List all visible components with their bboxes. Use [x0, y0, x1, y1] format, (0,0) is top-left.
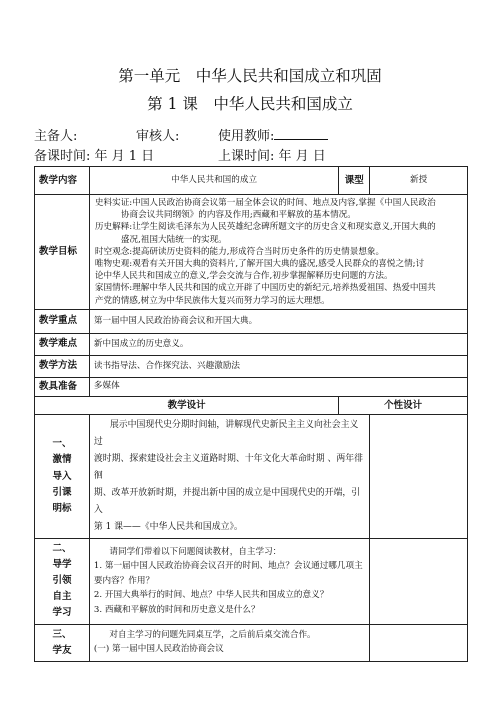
- unit-title: 第一单元 中华人民共和国成立和巩固: [118, 67, 382, 85]
- section1-label-text: 一、 激情 导入 引课 明标: [52, 438, 72, 514]
- tools-label: 教具准备: [35, 377, 90, 396]
- lesson-plan-table: [34, 166, 468, 662]
- goal-line: 盛况,祖国大陆统一的实现。: [120, 234, 227, 245]
- teacher-field: [218, 125, 328, 144]
- type-value: 新授: [370, 167, 468, 195]
- teacher-label: 使用教师:: [218, 129, 275, 144]
- lesson-title: 第 1 课 中华人民共和国成立: [147, 95, 353, 113]
- difficulty-value: 新中国成立的历史意义。: [89, 333, 467, 355]
- personal-design-3: [370, 624, 468, 661]
- goal-line: 论中华人民共和国成立的意义,学会交流与合作,初步掌握解释历史问题的方法。: [94, 271, 393, 282]
- goal-line: 唯物史观:观看有关开国大典的资料片,了解开国大典的盛况,感受人民群众的喜悦之情;讨: [94, 259, 425, 270]
- goals-label: 教学目标: [35, 195, 90, 310]
- goal-line: 家国情怀:理解中华人民共和国的成立开辟了中国历史的新纪元,培养热爱祖国、热爱中国共: [94, 283, 436, 294]
- section1-label: [35, 415, 90, 538]
- row-content: [35, 167, 468, 195]
- row-key: [35, 309, 468, 333]
- goal-line: 产党的情感,树立为中华民族伟大复兴而努力学习的远大理想。: [94, 295, 330, 306]
- difficulty-label: 教学难点: [35, 333, 90, 355]
- row-section-2: [35, 538, 468, 624]
- section3-label: [35, 624, 90, 661]
- goal-line: 协商会议共同纲领》的内容及作用;西藏和平解放的基本情况。: [120, 210, 356, 221]
- section2-line: 请同学们带着以下问题阅读教材，自主学习：: [109, 546, 282, 557]
- goal-line: 时空观念:提高研读历史资料的能力,形成符合当时历史条件的历史情景想象。: [94, 246, 385, 257]
- row-section-1: [35, 415, 468, 538]
- section1-line: 渡时期、探索建设社会主义道路时期、十年文化大革命时期 、两年徘徊: [93, 454, 363, 482]
- teacher-blank: [274, 128, 328, 140]
- design-header: 教学设计: [35, 396, 339, 415]
- tools-value: 多媒体: [89, 377, 467, 396]
- section1-cell: [89, 415, 369, 538]
- section2-cell: [89, 538, 369, 624]
- class-time: 上课时间: 年 月 日: [218, 149, 326, 164]
- method-label: 教学方法: [35, 355, 90, 377]
- section3-line: 对自主学习的问题先同桌互学，之后前后桌交流合作。: [109, 629, 316, 640]
- key-label: 教学重点: [35, 309, 90, 333]
- goal-line: 历史解释:让学生阅读毛泽东为人民英雄纪念碑所题文字的历史含义和现实意义,开国大典的: [94, 222, 436, 233]
- row-tools: [35, 377, 468, 396]
- row-design-header: [35, 396, 468, 415]
- prep-time: 备课时间: 年 月 1 日: [34, 149, 155, 164]
- personal-header: 个性设计: [339, 396, 468, 415]
- row-difficulty: [35, 333, 468, 355]
- section2-label-text: 二、 导学 引领 自主 学习: [52, 542, 72, 619]
- section2-line: 3. 西藏和平解放的时间和历史意义是什么？: [93, 605, 260, 616]
- content-label: 教学内容: [35, 167, 90, 195]
- preparer-label: 主备人:: [34, 129, 78, 144]
- section3-label-text: 三、 学友: [52, 628, 72, 656]
- row-method: [35, 355, 468, 377]
- method-value: 读书指导法、合作探究法、兴趣激励法: [89, 355, 467, 377]
- row-goals: [35, 195, 468, 310]
- section3-cell: [89, 624, 369, 661]
- goal-line: 史料实证:中国人民政治协商会议第一届全体会议的时间、地点及内容,掌握《中国人民政治: [94, 198, 436, 208]
- content-value: 中华人民共和国的成立: [89, 167, 338, 195]
- type-label: 课型: [339, 167, 370, 195]
- section2-line: 1. 第一届中国人民政治协商会议召开的时间、地点？会议通过哪几项主: [93, 561, 363, 572]
- reviewer-label: 审核人:: [136, 129, 180, 144]
- section2-line: 要内容？作用？: [93, 575, 155, 586]
- section2-line: 2. 开国大典举行的时间、地点？中华人民共和国成立的意义？: [93, 590, 329, 601]
- section1-line: 第 1 课——《中华人民共和国成立》。: [93, 521, 243, 532]
- personal-design-1: [370, 415, 468, 538]
- section1-line: 展示中国现代史分期时间轴，讲解现代史新民主主义向社会主义过: [93, 420, 359, 448]
- goals-cell: [89, 195, 467, 310]
- key-value: 第一届中国人民政治协商会议和开国大典。: [89, 309, 467, 333]
- section3-line: (一) 第一届中国人民政治协商会议: [93, 643, 224, 654]
- personal-design-2: [370, 538, 468, 624]
- section2-label: [35, 538, 90, 624]
- section1-line: 期、改革开放新时期，并提出新中国的成立是中国现代史的开端，引入: [93, 488, 361, 515]
- row-section-3: [35, 624, 468, 661]
